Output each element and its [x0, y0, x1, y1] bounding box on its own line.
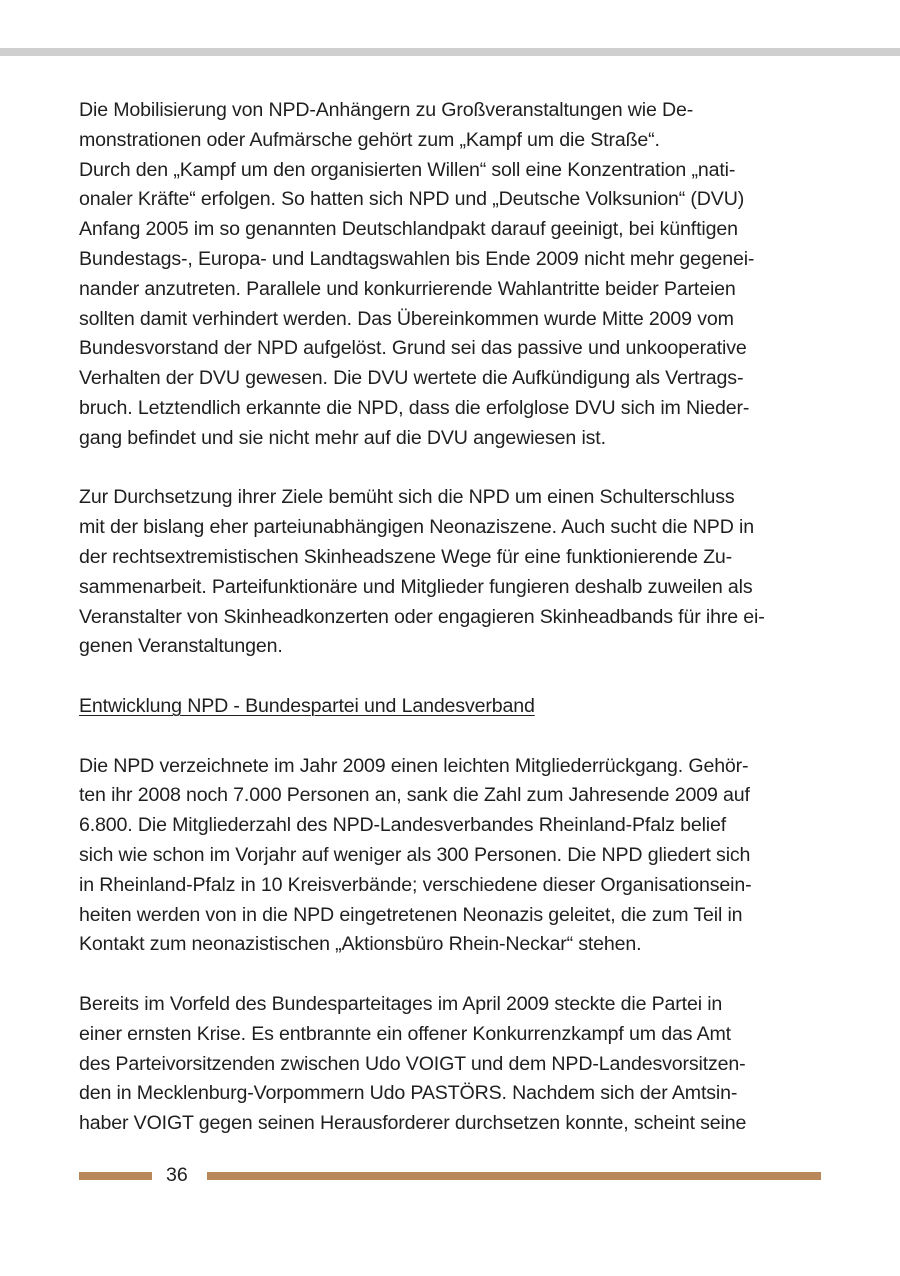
text-line: heiten werden von in die NPD eingetretenen Neonazis geleitet, die zum Teil in — [79, 903, 743, 926]
text-line: haber VOIGT gegen seinen Herausforderer durchsetzen konnte, scheint seine — [79, 1112, 747, 1135]
paragraph-gap — [79, 454, 824, 484]
text-line: Anfang 2005 im so genannten Deutschlandpakt darauf geeinigt, bei künftigen — [79, 218, 738, 241]
text-line: Bundesvorstand der NPD aufgelöst. Grund sei das passive und unkooperative — [79, 337, 747, 360]
text-line: in Rheinland-Pfalz in 10 Kreisverbände; verschiedene dieser Organisationsein- — [79, 873, 752, 896]
text-line: onaler Kräfte“ erfolgen. So hatten sich NPD und „Deutsche Volksunion“ (DVU) — [79, 188, 745, 211]
text-line: Durch den „Kampf um den organisierten Willen“ soll eine Konzentration „nati- — [79, 158, 736, 181]
text-line: den in Mecklenburg-Vorpommern Udo PASTÖRS. Nachdem sich der Amtsin- — [79, 1082, 738, 1105]
text-line: nander anzutreten. Parallele und konkurrierende Wahlantritte beider Parteien — [79, 277, 736, 300]
text-line: Die Mobilisierung von NPD-Anhängern zu Großveranstaltungen wie De- — [79, 99, 694, 121]
paragraph-mitglieder — [79, 752, 824, 961]
section-heading: Entwicklung NPD - Bundespartei und Landesverband — [79, 694, 535, 717]
text-line: bruch. Letztendlich erkannte die NPD, dass die erfolglose DVU sich im Nieder- — [79, 396, 750, 419]
text-line: Verhalten der DVU gewesen. Die DVU wertete die Aufkündigung als Vertrags- — [79, 367, 744, 390]
paragraph-gap — [79, 722, 824, 752]
text-line: mit der bislang eher parteiunabhängigen Neonaziszene. Auch sucht die NPD in — [79, 516, 754, 539]
paragraph-bundesparteitag — [79, 990, 824, 1139]
text-line: Die NPD verzeichnete im Jahr 2009 einen leichten Mitgliederrückgang. Gehör- — [79, 754, 749, 777]
text-line: sammenarbeit. Parteifunktionäre und Mitglieder fungieren deshalb zuweilen als — [79, 575, 753, 598]
text-line: Bereits im Vorfeld des Bundesparteitages im April 2009 steckte die Partei in — [79, 992, 723, 1015]
text-line: der rechtsextremistischen Skinheadszene Wege für eine funktionierende Zu- — [79, 545, 733, 568]
text-line: einer ernsten Krise. Es entbrannte ein offener Konkurrenzkampf um das Amt — [79, 1022, 731, 1045]
text-line: Zur Durchsetzung ihrer Ziele bemüht sich die NPD um einen Schulterschluss — [79, 486, 735, 509]
text-line: sollten damit verhindert werden. Das Übereinkommen wurde Mitte 2009 vom — [79, 307, 734, 330]
text-line: gang befindet und sie nicht mehr auf die DVU angewiesen ist. — [79, 426, 606, 449]
text-line: sich wie schon im Vorjahr auf weniger als 300 Personen. Die NPD gliedert sich — [79, 843, 751, 866]
paragraph-gap — [79, 960, 824, 990]
text-line: genen Veranstaltungen. — [79, 635, 283, 658]
text-line: Kontakt zum neonazistischen „Aktionsbüro Rhein-Neckar“ stehen. — [79, 933, 642, 956]
page-number: 36 — [166, 1164, 188, 1186]
paragraph-durchsetzung — [79, 483, 824, 662]
paragraph-mobilisierung — [79, 96, 824, 454]
text-line: Bundestags-, Europa- und Landtagswahlen bis Ende 2009 nicht mehr gegenei- — [79, 247, 755, 270]
page-footer — [79, 1160, 821, 1190]
text-line: monstrationen oder Aufmärsche gehört zum „Kampf um die Straße“. — [79, 128, 660, 151]
top-rule — [0, 48, 900, 56]
footer-accent-bar-left — [79, 1172, 152, 1180]
paragraph-gap — [79, 662, 824, 692]
page-content — [79, 96, 824, 1139]
text-line: ten ihr 2008 noch 7.000 Personen an, sank die Zahl zum Jahresende 2009 auf — [79, 784, 750, 807]
text-line: des Parteivorsitzenden zwischen Udo VOIGT und dem NPD-Landesvorsitzen- — [79, 1052, 746, 1075]
text-line: 6.800. Die Mitgliederzahl des NPD-Landesverbandes Rheinland-Pfalz belief — [79, 814, 727, 837]
text-line: Veranstalter von Skinheadkonzerten oder engagieren Skinheadbands für ihre ei- — [79, 605, 765, 628]
footer-accent-bar-right — [207, 1172, 821, 1180]
